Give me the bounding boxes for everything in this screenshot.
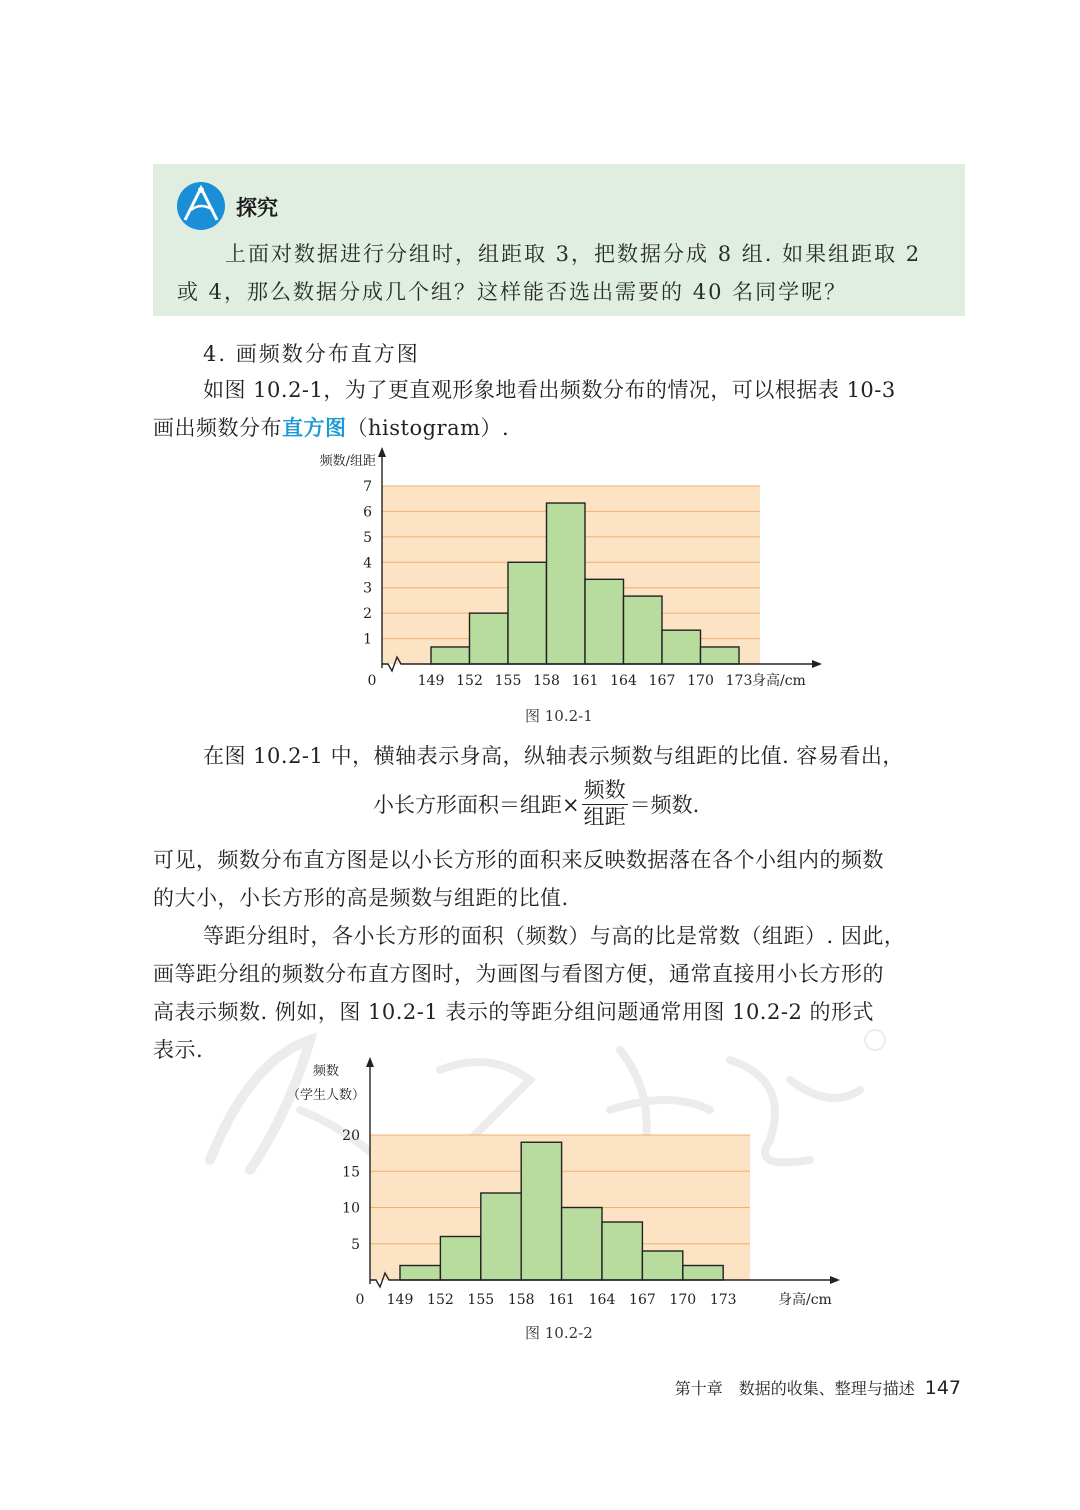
intro-line-1: 如图 10.2-1，为了更直观形象地看出频数分布的情况，可以根据表 10-3 <box>203 378 896 402</box>
formula-lhs: 小长方形面积＝组距× <box>373 793 580 817</box>
bar-158–161 <box>521 1142 561 1280</box>
paragraph-a-line-1: 在图 10.2-1 中，横轴表示身高，纵轴表示频数与组距的比值. 容易看出， <box>203 744 904 768</box>
bar-167–170 <box>642 1251 682 1280</box>
bar-167–170 <box>662 630 701 664</box>
intro-line-2 <box>153 412 509 442</box>
y-tick-label: 2 <box>363 606 372 623</box>
x-tick-label: 173 <box>725 673 753 689</box>
x-tick-label: 167 <box>648 673 676 689</box>
y-tick-label: 5 <box>351 1236 360 1253</box>
x-tick-label: 149 <box>386 1292 414 1308</box>
page-number: 147 <box>924 1377 961 1399</box>
y-axis-label: 频数/组距 <box>319 454 376 469</box>
y-tick-label: 5 <box>363 529 372 546</box>
bar-161–164 <box>585 579 624 664</box>
y-axis-arrow <box>378 447 386 457</box>
bar-149–152 <box>400 1266 440 1281</box>
y-axis-arrow <box>366 1057 374 1067</box>
x-tick-label: 164 <box>610 673 637 689</box>
x-tick-label: 152 <box>427 1292 454 1308</box>
bar-170–173 <box>701 647 740 664</box>
paragraph-c-line-2: 画等距分组的频数分布直方图时，为画图与看图方便，通常直接用小长方形的 <box>153 962 884 986</box>
x-tick-label: 170 <box>687 673 714 689</box>
formula-fraction-numerator: 频数 <box>582 779 628 804</box>
formula-fraction-denominator: 组距 <box>583 804 626 829</box>
x-axis-label: 身高/cm <box>752 673 806 689</box>
figure-caption-2: 图 10.2-2 <box>525 1324 593 1342</box>
y-tick-label: 1 <box>363 631 372 648</box>
bar-164–167 <box>624 596 663 664</box>
bar-152–155 <box>470 613 509 664</box>
page-footer <box>675 1376 961 1399</box>
intro-line-2-prefix: 画出频数分布 <box>153 416 282 440</box>
paragraph-c-line-3: 高表示频数. 例如，图 10.2-1 表示的等距分组问题通常用图 10.2-2 的形式 <box>153 1000 874 1024</box>
paragraph-b-line-1: 可见，频数分布直方图是以小长方形的面积来反映数据落在各个小组内的频数 <box>153 848 884 872</box>
section-heading: 4. 画频数分布直方图 <box>203 342 420 366</box>
compass-icon <box>175 180 227 232</box>
x-tick-label: 167 <box>629 1292 656 1308</box>
bar-158–161 <box>547 503 586 664</box>
bar-152–155 <box>440 1237 480 1281</box>
x-tick-label: 158 <box>533 673 560 689</box>
formula-fraction <box>582 779 628 828</box>
explore-title: 探究 <box>236 196 278 220</box>
paragraph-c-line-1: 等距分组时，各小长方形的面积（频数）与高的比是常数（组距）. 因此， <box>203 924 906 948</box>
y-tick-label: 10 <box>342 1200 360 1217</box>
origin-label: 0 <box>355 1292 365 1308</box>
footer-chapter: 第十章 <box>674 1379 723 1398</box>
y-axis-label-line-2: （学生人数） <box>286 1088 366 1103</box>
x-tick-label: 173 <box>709 1292 737 1308</box>
y-axis-label-line-1: 频数 <box>312 1064 340 1079</box>
x-tick-label: 161 <box>571 673 599 689</box>
histogram-chart-2 <box>280 1055 850 1315</box>
y-tick-label: 6 <box>363 504 372 521</box>
y-tick-label: 3 <box>363 580 372 597</box>
paragraph-b-line-2: 的大小，小长方形的高是频数与组距的比值. <box>153 886 569 910</box>
formula-rhs: ＝频数. <box>629 793 700 817</box>
bar-149–152 <box>431 647 470 664</box>
explore-text-line-2: 或 4，那么数据分成几个组？这样能否选出需要的 40 名同学呢？ <box>177 280 848 304</box>
histogram-chart-1 <box>290 445 830 695</box>
area-formula <box>373 776 699 832</box>
bar-170–173 <box>683 1266 723 1281</box>
x-tick-label: 149 <box>417 673 445 689</box>
intro-line-2-suffix: （histogram）. <box>346 416 510 440</box>
explore-text-line-1: 上面对数据进行分组时，组距取 3，把数据分成 8 组. 如果组距取 2 <box>225 242 922 266</box>
bar-155–158 <box>481 1193 521 1280</box>
y-tick-label: 7 <box>363 479 372 495</box>
bar-164–167 <box>602 1222 642 1280</box>
x-tick-label: 164 <box>588 1292 616 1308</box>
x-tick-label: 161 <box>548 1292 575 1308</box>
explore-box <box>153 164 965 316</box>
y-tick-label: 4 <box>363 555 372 572</box>
footer-chapter-title: 数据的收集、整理与描述 <box>738 1379 915 1398</box>
bar-155–158 <box>508 562 547 664</box>
x-tick-label: 170 <box>669 1292 697 1308</box>
origin-label: 0 <box>367 673 377 689</box>
x-tick-label: 155 <box>467 1292 495 1308</box>
x-tick-label: 152 <box>456 673 483 689</box>
x-axis-arrow <box>830 1276 840 1284</box>
y-tick-label: 20 <box>342 1128 360 1144</box>
paragraph-c-line-4: 表示. <box>153 1038 204 1062</box>
x-tick-label: 155 <box>494 673 522 689</box>
figure-caption-1: 图 10.2-1 <box>525 707 593 725</box>
x-tick-label: 158 <box>507 1292 535 1308</box>
bar-161–164 <box>562 1208 602 1281</box>
x-axis-label: 身高/cm <box>778 1292 832 1308</box>
histogram-term-link[interactable]: 直方图 <box>282 415 347 440</box>
x-axis-arrow <box>812 660 822 668</box>
y-tick-label: 15 <box>342 1164 360 1181</box>
